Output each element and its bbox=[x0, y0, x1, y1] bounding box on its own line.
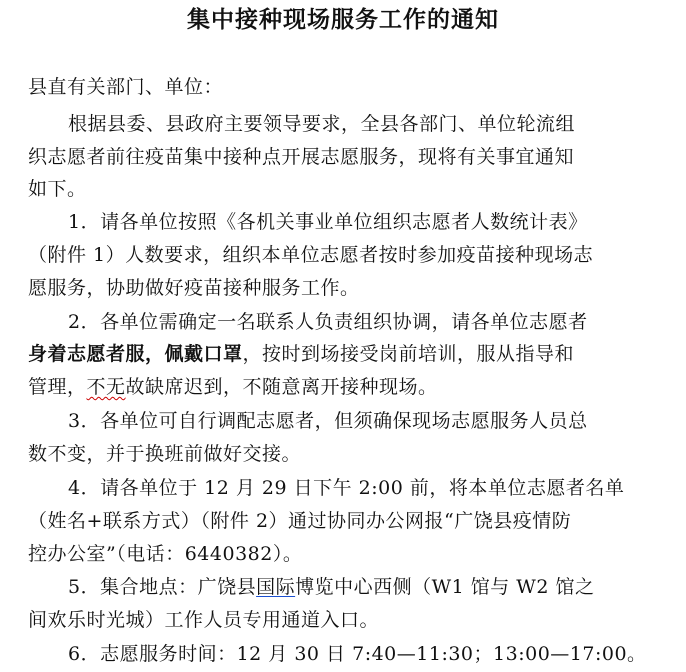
item-5-line-1-a: 5．集合地点：广饶县 bbox=[68, 576, 257, 598]
item-5-line-2: 间欢乐时光城）工作人员专用通道入口。 bbox=[28, 609, 380, 631]
item-2-line-3 bbox=[28, 374, 438, 400]
item-1-line-3: 愿服务，协助做好疫苗接种服务工作。 bbox=[28, 277, 360, 299]
item-3-line-1: 3．各单位可自行调配志愿者，但须确保现场志愿服务人员总 bbox=[68, 410, 588, 432]
item-5-line-1-c: 博览中心西侧（W1 馆与 W2 馆之 bbox=[295, 576, 595, 598]
underlined-text: 国际 bbox=[256, 576, 296, 598]
item-1-line-2: （附件 1）人数要求，组织本单位志愿者按时参加疫苗接种现场志 bbox=[28, 244, 594, 266]
item-2-line-3-c: 故缺席迟到，不随意离开接种现场。 bbox=[125, 376, 438, 398]
item-3-line-2: 数不变，并于换班前做好交接。 bbox=[28, 443, 302, 465]
item-4-line-3: 控办公室”（电话：6440382）。 bbox=[28, 543, 303, 565]
intro-line-1: 根据县委、县政府主要领导要求，全县各部门、单位轮流组 bbox=[68, 113, 576, 135]
item-2-line-2 bbox=[28, 341, 574, 367]
spelling-mark-text: 不无 bbox=[86, 376, 126, 398]
item-1-line-1: 1．请各单位按照《各机关事业单位组织志愿者人数统计表》 bbox=[68, 211, 588, 233]
item-4-line-1: 4．请各单位于 12 月 29 日下午 2:00 前，将本单位志愿者名单 bbox=[68, 477, 625, 499]
item-4-line-2: （姓名+联系方式）（附件 2）通过协同办公网报“广饶县疫情防 bbox=[28, 510, 572, 532]
intro-line-2: 织志愿者前往疫苗集中接种点开展志愿服务，现将有关事宜通知 bbox=[28, 146, 575, 168]
intro-line-3: 如下。 bbox=[28, 178, 87, 200]
item-2-line-2-rest: ，按时到场接受岗前培训，服从指导和 bbox=[242, 343, 575, 365]
item-6-line-1: 6．志愿服务时间：12 月 30 日 7:40—11:30；13:00—17:00。 bbox=[68, 643, 647, 665]
item-2-bold-text: 身着志愿者服，佩戴口罩 bbox=[28, 343, 243, 365]
item-2-line-3-a: 管理， bbox=[28, 376, 87, 398]
item-2-line-1: 2．各单位需确定一名联系人负责组织协调，请各单位志愿者 bbox=[68, 311, 588, 333]
document-title: 集中接种现场服务工作的通知 bbox=[187, 6, 499, 33]
salutation: 县直有关部门、单位： bbox=[28, 76, 224, 98]
item-5-line-1 bbox=[68, 574, 594, 600]
